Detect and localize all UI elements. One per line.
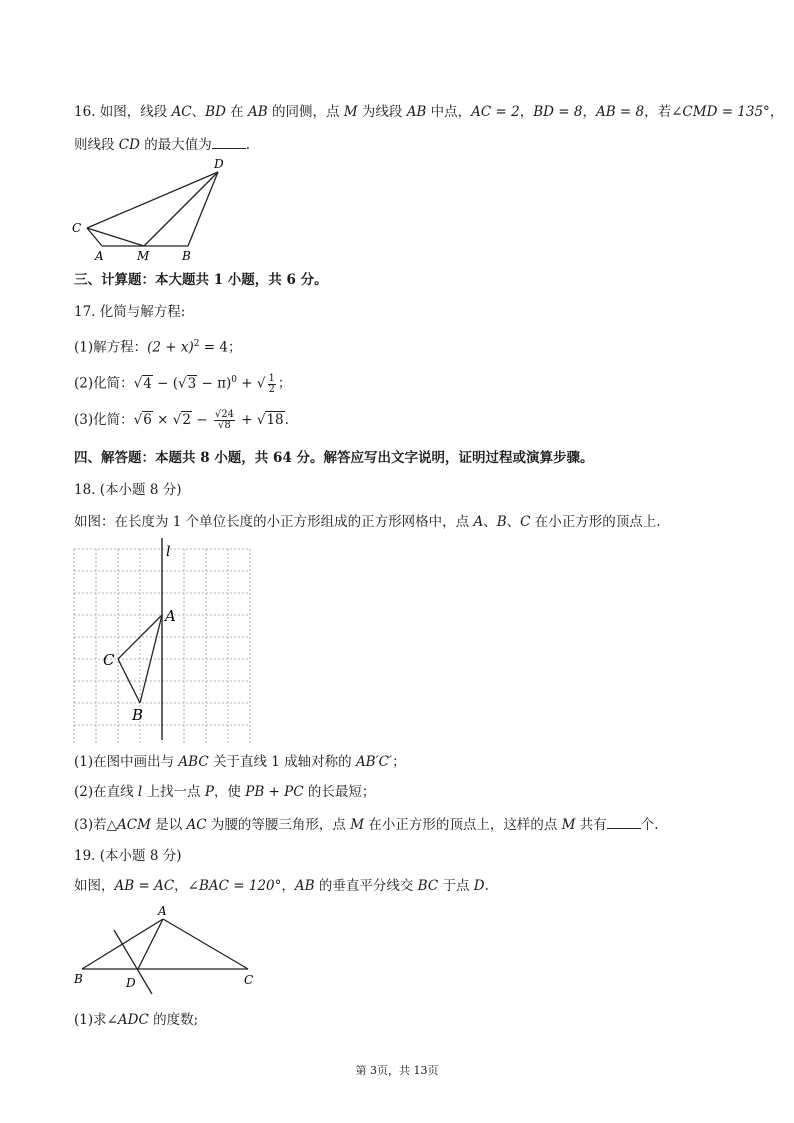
label-c: C	[103, 651, 115, 669]
q18-title: 18. (本小题 8 分)	[74, 482, 182, 498]
label-a: A	[165, 607, 176, 625]
segment-ac	[163, 919, 248, 969]
label-m: M	[137, 249, 150, 262]
q19-title: 19. (本小题 8 分)	[74, 848, 182, 864]
segment-cm	[87, 228, 144, 246]
label-c: C	[244, 973, 254, 987]
segment-cb	[118, 659, 140, 703]
q17-part2: (2)化简：$√4 - (√3 - \pi)^0$ + √ $\frac{1}{2}$ ；	[74, 372, 292, 395]
label-d: D	[126, 976, 136, 990]
q18-part1: (1)在图中画出与 ABC 关于直线 1 成轴对称的 AB′C′；	[74, 754, 406, 770]
label-l: l	[166, 544, 171, 560]
section3-title: 三、计算题：本大题共 1 小题，共 6 分。	[74, 272, 328, 288]
section4-title: 四、解答题：本题共 8 小题，共 64 分。解答应写出文字说明，证明过程或演算步骤。	[74, 450, 594, 466]
page-footer: 第 3页，共 13页	[355, 1064, 439, 1077]
q19-intro: 如图，AB = AC，∠BAC = 120°，AB 的垂直平分线交 BC 于点 D.	[74, 878, 489, 894]
q18-grid-figure	[70, 538, 260, 743]
q19-figure	[70, 902, 270, 998]
q19-part1: (1)求∠ADC 的度数;	[74, 1012, 199, 1028]
fraction-sqrt24-sqrt8: $\frac{√24}{√8}$	[214, 409, 234, 431]
q16-line2: 则线段 CD 的最大值为 .	[74, 134, 250, 155]
segment-md	[144, 172, 218, 246]
q17-part3: (3)化简：√6 × √2 − $\frac{√24}{√8}$ + √18.	[74, 409, 289, 431]
label-a: A	[158, 904, 167, 918]
label-a: A	[95, 249, 104, 262]
label-d: D	[214, 157, 224, 171]
answer-blank	[607, 814, 641, 829]
q17-part1: (1)解方程：$(2 + x)^2 = 4$；	[74, 339, 242, 356]
answer-blank	[212, 134, 246, 149]
label-b: B	[74, 972, 83, 986]
q18-part3: (3)若△ACM 是以 AC 为腰的等腰三角形，点 M 在小正方形的顶点上，这样的点 M 共有 个.	[74, 814, 659, 835]
fraction-half: $\frac{1}{2}$	[268, 372, 275, 395]
q18-part2: (2)在直线 l 上找一点 P，使 PB + PC 的长最短；	[74, 784, 376, 800]
label-b: B	[182, 249, 191, 262]
label-c: C	[72, 221, 82, 235]
q16-figure	[70, 156, 240, 262]
label-b: B	[132, 706, 144, 724]
q16-line1: 16. 如图，线段 AC、BD 在 AB 的同侧，点 M 为线段 AB 中点，AC = 2，BD = 8，AB = 8，若∠CMD = 135°，	[74, 104, 784, 120]
q18-intro: 如图：在长度为 1 个单位长度的小正方形组成的正方形网格中，点 A、B、C 在小正方形的顶点上.	[74, 514, 661, 530]
q17-title: 17. 化简与解方程:	[74, 304, 186, 320]
